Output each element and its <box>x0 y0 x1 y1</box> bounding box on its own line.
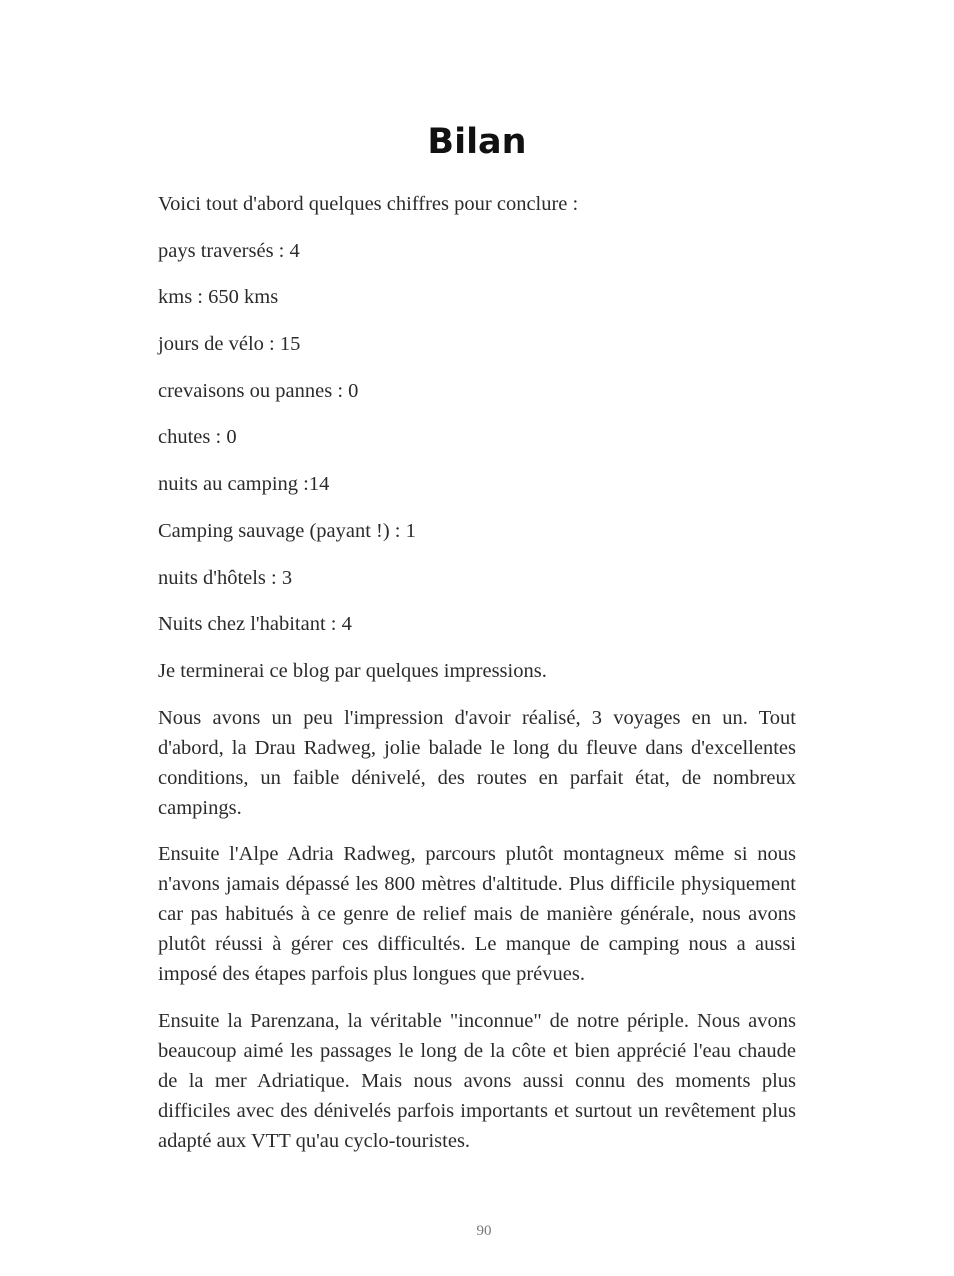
paragraph-parenzana: Ensuite la Parenzana, la véritable "inconnue" de notre périple. Nous avons beaucoup aimé les passages le long de la côte et bien apprécié l'eau chaude de la mer Adriatique. Mais nous avons aussi connu des moments plus difficiles avec des dénivelés parfois importants et surtout un revêtement plus adapté aux VTT qu'au cyclo-touristes. <box>158 1009 796 1152</box>
stat-item: jours de vélo : 15 <box>158 333 301 356</box>
stat-item: chutes : 0 <box>158 426 237 449</box>
paragraph-drau-radweg: Nous avons un peu l'impression d'avoir réalisé, 3 voyages en un. Tout d'abord, la Drau Radweg, jolie balade le long du fleuve dans d'excellentes conditions, un faible dénivelé, des routes en parfait état, de nombreux campings. <box>158 706 796 819</box>
page-title: Bilan <box>427 122 527 162</box>
page-number: 90 <box>476 1223 492 1239</box>
stat-item: crevaisons ou pannes : 0 <box>158 379 359 402</box>
stat-item: nuits d'hôtels : 3 <box>158 566 293 589</box>
impressions-intro: Je terminerai ce blog par quelques impressions. <box>158 659 547 682</box>
stat-item: pays traversés : 4 <box>158 239 300 262</box>
page-content <box>158 189 796 1173</box>
stat-item: kms : 650 kms <box>158 286 279 309</box>
paragraph-alpe-adria: Ensuite l'Alpe Adria Radweg, parcours plutôt montagneux même si nous n'avons jamais dépassé les 800 mètres d'altitude. Plus difficile physiquement car pas habitués à ce genre de relief mais de manière générale, nous avons plutôt réussi à gérer ces difficultés. Le manque de camping nous a aussi imposé des étapes parfois plus longues que prévues. <box>158 843 796 986</box>
stat-item: Nuits chez l'habitant : 4 <box>158 613 352 636</box>
stats-intro: Voici tout d'abord quelques chiffres pour conclure : <box>158 193 579 215</box>
stat-item: nuits au camping :14 <box>158 473 330 496</box>
stat-item: Camping sauvage (payant !) : 1 <box>158 519 416 542</box>
